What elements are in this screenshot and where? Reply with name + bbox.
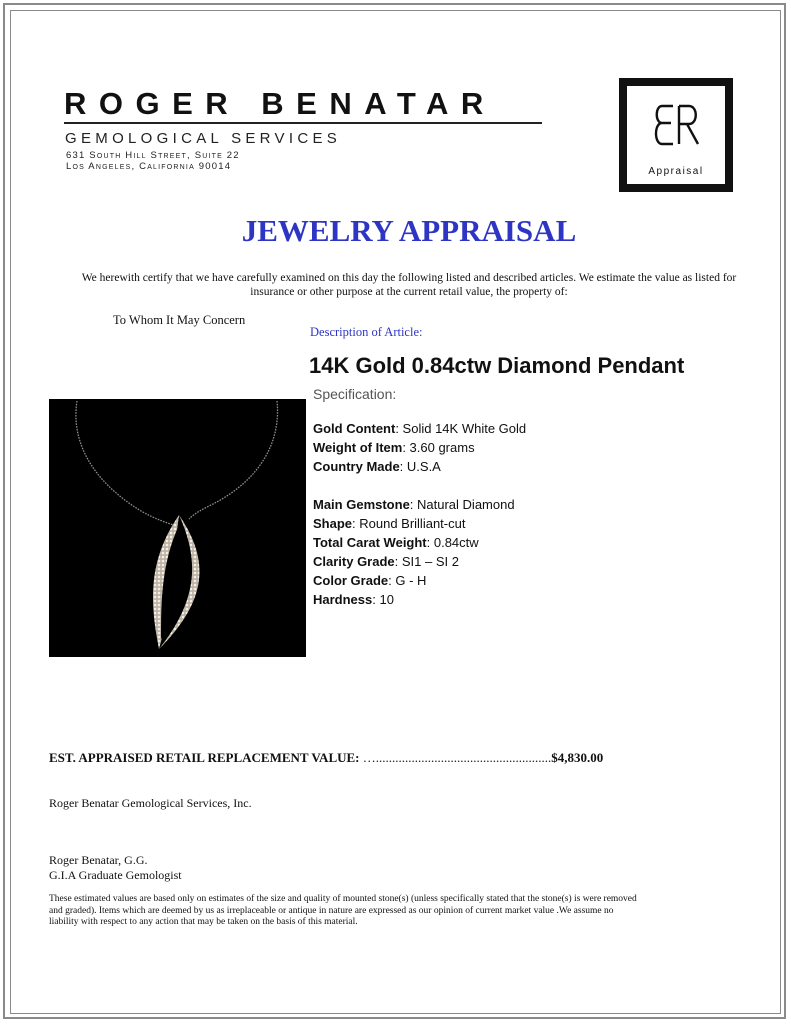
spec-value: : U.S.A (399, 459, 441, 474)
appraisal-logo (619, 78, 733, 192)
spec-key: Color Grade (313, 573, 389, 588)
spec-key: Hardness (313, 592, 373, 607)
signatory-name: Roger Benatar, G.G. (49, 853, 148, 867)
appraised-value-amount: $4,830.00 (551, 750, 604, 765)
spec-value: : Natural Diamond (409, 497, 515, 512)
spec-key: Weight of Item (313, 440, 403, 455)
spec-value: : SI1 – SI 2 (394, 554, 459, 569)
br-monogram-icon (649, 100, 705, 150)
article-name: 14K Gold 0.84ctw Diamond Pendant (309, 353, 685, 378)
spec-value: : G - H (388, 573, 427, 588)
company-subtitle: GEMOLOGICAL SERVICES (65, 130, 342, 147)
spec-value: : 3.60 grams (402, 440, 475, 455)
spec-weight (313, 438, 526, 457)
spec-key: Gold Content (313, 421, 396, 436)
spec-color (313, 571, 526, 590)
footer-company: Roger Benatar Gemological Services, Inc. (49, 796, 252, 810)
spec-key: Total Carat Weight (313, 535, 427, 550)
spec-total-carat (313, 533, 526, 552)
disclaimer: These estimated values are based only on estimates of the size and quality of mounted stone(s) (unless specifically stated that the stone(s) is were removed and graded). Items which are deemed by us as irreplaceable or antique in nature are expressed as our opinion of current market value .We assume no liability with respect to any action that may be taken on the basis of this material. (49, 894, 637, 927)
appraised-value-line (49, 750, 603, 766)
spec-key: Main Gemstone (313, 497, 410, 512)
spec-main-gemstone (313, 495, 526, 514)
spec-value: : 0.84ctw (426, 535, 479, 550)
specification-label: Specification: (313, 386, 397, 402)
description-label: Description of Article: (310, 325, 423, 339)
spec-shape (313, 514, 526, 533)
spec-gold-content (313, 419, 526, 438)
company-name: ROGER BENATAR (64, 86, 496, 121)
appraisal-logo-label: Appraisal (648, 166, 704, 177)
appraised-value-label: EST. APPRAISED RETAIL REPLACEMENT VALUE: (49, 750, 360, 765)
spec-value: : 10 (372, 592, 394, 607)
spec-spacer (313, 476, 526, 495)
spec-country (313, 457, 526, 476)
certification-intro: We herewith certify that we have carefully examined on this day the following listed and described articles. We estimate the value as listed for insurance or other purpose at the current retail value, the property of: (81, 272, 737, 298)
company-name-rule (64, 122, 542, 124)
spec-key: Shape (313, 516, 353, 531)
spec-key: Country Made (313, 459, 400, 474)
spec-clarity (313, 552, 526, 571)
spec-hardness (313, 590, 526, 609)
recipient: To Whom It May Concern (113, 313, 246, 327)
pendant-illustration (49, 399, 306, 657)
spec-value: : Solid 14K White Gold (395, 421, 527, 436)
specification-list (313, 419, 526, 609)
spec-value: : Round Brilliant-cut (352, 516, 466, 531)
appraisal-logo-inner (627, 86, 725, 184)
spec-key: Clarity Grade (313, 554, 395, 569)
document-title: JEWELRY APPRAISAL (241, 213, 577, 248)
appraised-value-leader: …...................................................... (359, 750, 552, 765)
signatory-title: G.I.A Graduate Gemologist (49, 868, 182, 882)
company-address-line2: Los Angeles, California 90014 (66, 161, 232, 172)
company-address-line1: 631 South Hill Street, Suite 22 (66, 150, 240, 161)
pendant-photo (49, 399, 306, 657)
